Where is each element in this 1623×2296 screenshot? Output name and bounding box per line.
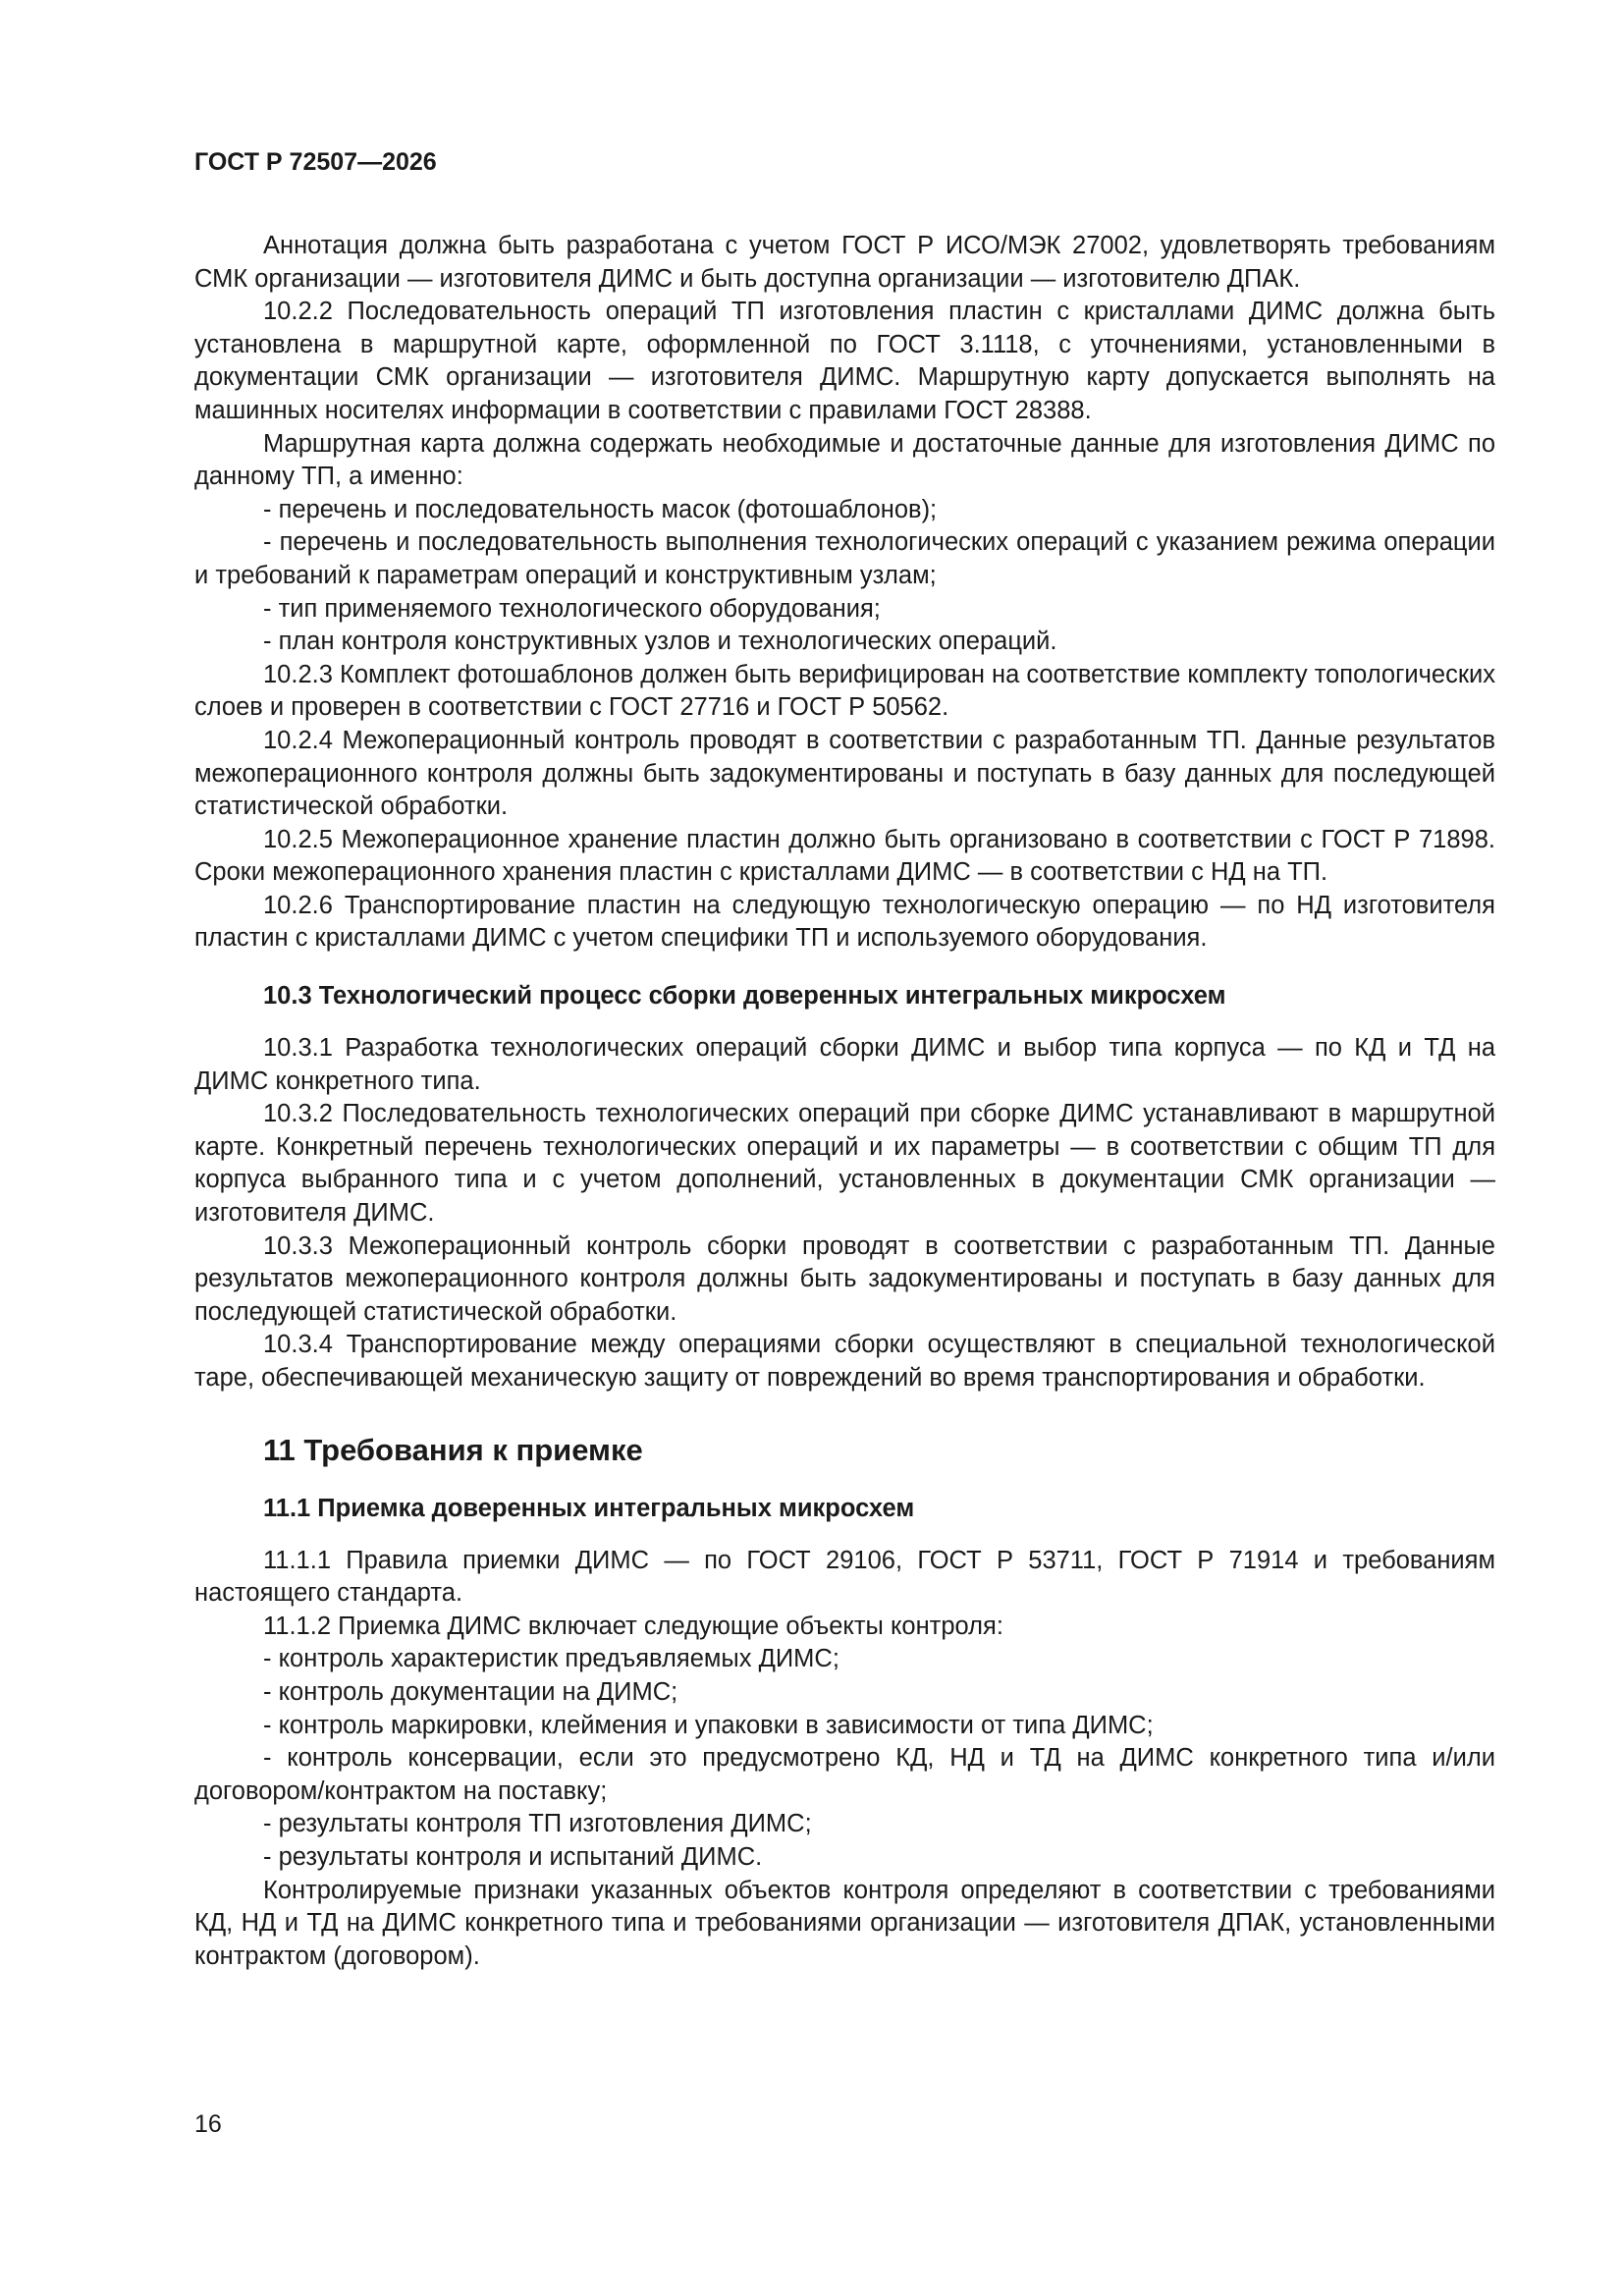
list-item: - контроль документации на ДИМС; <box>263 1677 678 1706</box>
list-item: - перечень и последовательность масок (фотошаблонов); <box>263 495 938 523</box>
paragraph-10-3-2: 10.3.2 Последовательность технологических операций при сборке ДИМС устанавливают в маршрутной карте. Конкретный перечень технологических операций и их параметры — в соответствии с общим ТП для корпуса выбранного типа и с учетом дополнений, установленных в документации СМК организации — изготовителя ДИМС. <box>194 1100 1495 1228</box>
paragraph-route-card: Маршрутная карта должна содержать необходимые и достаточные данные для изготовления ДИМС по данному ТП, а именно: <box>194 429 1495 491</box>
paragraph-10-2-4: 10.2.4 Межоперационный контроль проводят в соответствии с разработанным ТП. Данные результатов межоперационного контроля должны быть задокументированы и поступать в базу данных для последующей статистической обработки. <box>194 726 1495 821</box>
list-item: - результаты контроля и испытаний ДИМС. <box>263 1842 763 1871</box>
section-heading-11-1: 11.1 Приемка доверенных интегральных микросхем <box>263 1494 915 1522</box>
paragraph-11-1-1: 11.1.1 Правила приемки ДИМС — по ГОСТ 29106, ГОСТ Р 53711, ГОСТ Р 71914 и требованиям настоящего стандарта. <box>194 1546 1495 1608</box>
section-heading-11: 11 Требования к приемке <box>263 1432 643 1467</box>
page-number: 16 <box>194 2110 222 2138</box>
document-header: ГОСТ Р 72507—2026 <box>194 148 437 176</box>
list-item: - план контроля конструктивных узлов и технологических операций. <box>263 628 1057 656</box>
document-page <box>194 145 1495 1973</box>
paragraph-11-1-2: 11.1.2 Приемка ДИМС включает следующие объекты контроля: <box>263 1612 1003 1640</box>
paragraph-10-2-3: 10.2.3 Комплект фотошаблонов должен быть верифицирован на соответствие комплекту топологических слоев и проверен в соответствии с ГОСТ 27716 и ГОСТ Р 50562. <box>194 660 1495 722</box>
paragraph-10-3-3: 10.3.3 Межоперационный контроль сборки проводят в соответствии с разработанным ТП. Данные результатов межоперационного контроля должны быть задокументированы и поступать в базу данных для последующей статистической обработки. <box>194 1231 1495 1326</box>
list-item: - контроль маркировки, клеймения и упаковки в зависимости от типа ДИМС; <box>263 1711 1154 1739</box>
paragraph-10-2-5: 10.2.5 Межоперационное хранение пластин должно быть организовано в соответствии с ГОСТ Р 71898. Сроки межоперационного хранения пластин с кристаллами ДИМС — в соответствии с НД на ТП. <box>194 825 1495 887</box>
paragraph-10-2-6: 10.2.6 Транспортирование пластин на следующую технологическую операцию — по НД изготовителя пластин с кристаллами ДИМС с учетом специфики ТП и используемого оборудования. <box>194 891 1495 953</box>
section-heading-10-3: 10.3 Технологический процесс сборки доверенных интегральных микросхем <box>263 982 1226 1011</box>
paragraph-10-2-2: 10.2.2 Последовательность операций ТП изготовления пластин с кристаллами ДИМС должна быть установлена в маршрутной карте, оформленной по ГОСТ 3.1118, с уточнениями, установленными в документации СМК организации — изготовителя ДИМС. Маршрутную карту допускается выполнять на машинных носителях информации в соответствии с правилами ГОСТ 28388. <box>194 298 1495 424</box>
list-item: - контроль характеристик предъявляемых ДИМС; <box>263 1645 839 1673</box>
paragraph-10-3-4: 10.3.4 Транспортирование между операциями сборки осуществляют в специальной технологической таре, обеспечивающей механическую защиту от повреждений во время транспортирования и обработки. <box>194 1331 1495 1392</box>
list-item: - результаты контроля ТП изготовления ДИМС; <box>263 1810 812 1838</box>
paragraph-annotation: Аннотация должна быть разработана с учетом ГОСТ Р ИСО/МЭК 27002, удовлетворять требованиям СМК организации — изготовителя ДИМС и быть доступна организации — изготовителю ДПАК. <box>194 232 1495 293</box>
list-item: - перечень и последовательность выполнения технологических операций с указанием режима операции и требований к параметрам операций и конструктивным узлам; <box>194 528 1495 589</box>
paragraph-10-3-1: 10.3.1 Разработка технологических операций сборки ДИМС и выбор типа корпуса — по КД и ТД на ДИМС конкретного типа. <box>194 1034 1495 1095</box>
list-item: - тип применяемого технологического оборудования; <box>263 594 881 623</box>
list-item: - контроль консервации, если это предусмотрено КД, НД и ТД на ДИМС конкретного типа и/или договором/контрактом на поставку; <box>194 1744 1495 1805</box>
paragraph-control-features: Контролируемые признаки указанных объектов контроля определяют в соответствии с требованиями КД, НД и ТД на ДИМС конкретного типа и требованиями организации — изготовителя ДПАК, установленными контрактом (договором). <box>194 1876 1495 1970</box>
